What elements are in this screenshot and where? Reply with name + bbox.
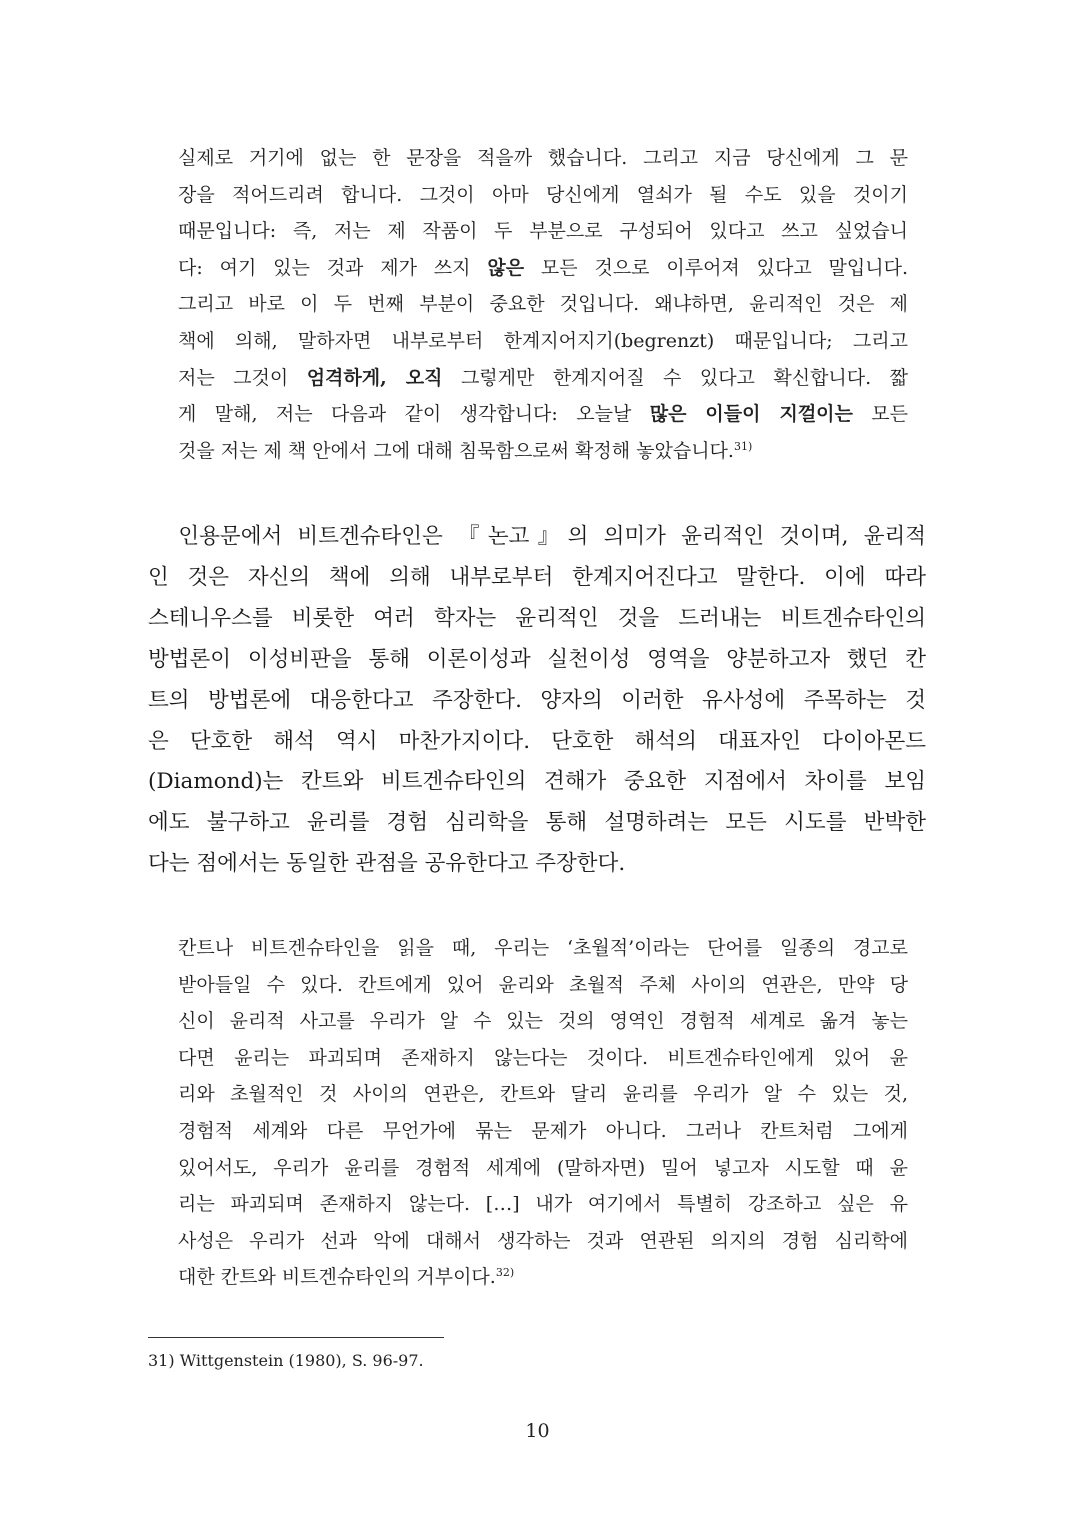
quote2-line: 신이 윤리적 사고를 우리가 알 수 있는 것의 영역인 경험적 세계로 옮겨 놓는 — [178, 1010, 908, 1033]
footnote-ref[interactable]: 31) — [733, 439, 753, 453]
quote2-line: 다면 윤리는 파괴되며 존재하지 않는다는 것이다. 비트겐슈타인에게 있어 윤 — [178, 1046, 908, 1069]
page-number: 10 — [525, 1420, 550, 1442]
quote2-line — [178, 1259, 908, 1296]
quote1-text: 다: 여기 있는 것과 제가 쓰지 — [178, 256, 488, 279]
quote1-text: 게 말해, 저는 다음과 같이 생각합니다: 오늘날 — [178, 403, 650, 426]
quote1-text: 모든 것으로 이루어져 있다고 말입니다. — [524, 256, 908, 279]
quote1-line — [178, 433, 908, 470]
quote1-text: 그렇게만 한계지어질 수 있다고 확신합니다. 짧 — [442, 366, 908, 389]
quote1-text: 모든 — [852, 403, 909, 426]
emphasis-text: 많은 이들이 지껄이는 — [649, 403, 853, 426]
body-line: 방법론이 이성비판을 통해 이론이성과 실천이성 영역을 양분하고자 했던 칸 — [148, 646, 926, 672]
quote1-line — [178, 360, 908, 397]
body-line: 은 단호한 해석 역시 마찬가지이다. 단호한 해석의 대표자인 다이아몬드 — [148, 728, 926, 754]
footnote-divider — [148, 1337, 444, 1338]
quote2-line: 리는 파괴되며 존재하지 않는다. […] 내가 여기에서 특별히 강조하고 싶은 유 — [178, 1193, 908, 1216]
emphasis-text: 않은 — [487, 256, 525, 279]
quote1-line: 장을 적어드리려 합니다. 그것이 아마 당신에게 열쇠가 될 수도 있을 것이기 — [178, 183, 908, 206]
quote1-line: 그리고 바로 이 두 번째 부분이 중요한 것입니다. 왜냐하면, 윤리적인 것은 제 — [178, 293, 908, 316]
quote1-text: 것을 저는 제 책 안에서 그에 대해 침묵함으로써 확정해 놓았습니다. — [178, 439, 734, 462]
block-quote-2 — [178, 930, 908, 1296]
quote2-line: 경험적 세계와 다른 무언가에 묶는 문제가 아니다. 그러나 칸트처럼 그에게 — [178, 1119, 908, 1142]
quote2-text: 대한 칸트와 비트겐슈타인의 거부이다. — [178, 1266, 496, 1289]
body-paragraph — [148, 517, 926, 885]
quote2-line: 있어서도, 우리가 윤리를 경험적 세계에 (말하자면) 밀어 넣고자 시도할 때 윤 — [178, 1156, 908, 1179]
quote2-line: 받아들일 수 있다. 칸트에게 있어 윤리와 초월적 주체 사이의 연관은, 만약 당 — [178, 973, 908, 996]
quote1-line — [178, 250, 908, 287]
footnote-31: 31) Wittgenstein (1980), S. 96-97. — [148, 1351, 424, 1370]
body-line: 스테니우스를 비롯한 여러 학자는 윤리적인 것을 드러내는 비트겐슈타인의 — [148, 605, 926, 631]
quote1-line — [178, 396, 908, 433]
footnote-ref[interactable]: 32) — [495, 1266, 515, 1280]
body-line: 에도 불구하고 윤리를 경험 심리학을 통해 설명하려는 모든 시도를 반박한 — [148, 810, 926, 836]
quote1-line: 때문입니다: 즉, 저는 제 작품이 두 부분으로 구성되어 있다고 쓰고 싶었습니 — [178, 220, 908, 243]
emphasis-text: 오직 — [405, 366, 443, 389]
quote1-text: 저는 그것이 — [178, 366, 307, 389]
body-line: 인 것은 자신의 책에 의해 내부로부터 한계지어진다고 말한다. 이에 따라 — [148, 564, 926, 590]
emphasis-text: , — [380, 366, 406, 389]
quote1-line: 실제로 거기에 없는 한 문장을 적을까 했습니다. 그리고 지금 당신에게 그 문 — [178, 147, 908, 169]
quote2-line: 칸트나 비트겐슈타인을 읽을 때, 우리는 ‘초월적’이라는 단어를 일종의 경고로 — [178, 937, 908, 959]
body-line: (Diamond)는 칸트와 비트겐슈타인의 견해가 중요한 지점에서 차이를 보임 — [148, 769, 926, 795]
quote1-line: 책에 의해, 말하자면 내부로부터 한계지어지기(begrenzt) 때문입니다; 그리고 — [178, 329, 908, 352]
quote2-line: 사성은 우리가 선과 악에 대해서 생각하는 것과 연관된 의지의 경험 심리학에 — [178, 1229, 908, 1252]
body-line: 트의 방법론에 대응한다고 주장한다. 양자의 이러한 유사성에 주목하는 것 — [148, 687, 926, 713]
quote2-line: 리와 초월적인 것 사이의 연관은, 칸트와 달리 윤리를 우리가 알 수 있는 것, — [178, 1083, 908, 1106]
body-line: 인용문에서 비트겐슈타인은 『논고』의 의미가 윤리적인 것이며, 윤리적 — [148, 524, 926, 549]
body-line: 다는 점에서는 동일한 관점을 공유한다고 주장한다. — [148, 851, 626, 877]
emphasis-text: 엄격하게 — [306, 366, 381, 389]
block-quote-1 — [178, 140, 908, 469]
